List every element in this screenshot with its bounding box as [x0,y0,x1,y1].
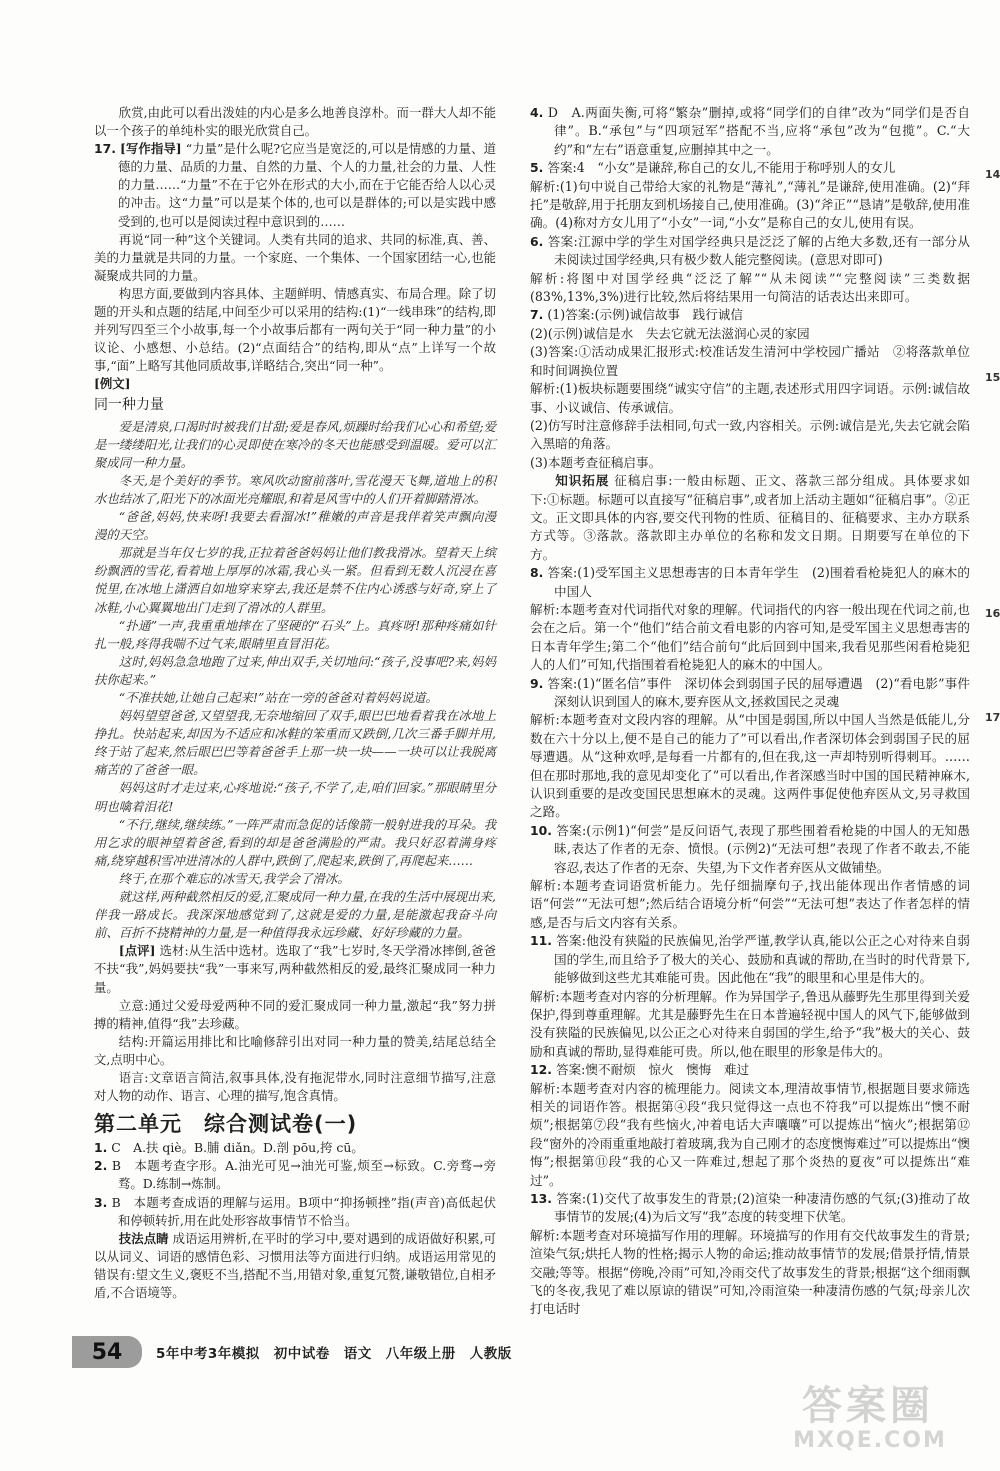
item-number: 6. [530,233,544,249]
paragraph: 解析:本题考查对环境描写作用的理解。环境描写的作用有交代故事发生的背景;渲染气氛;烘托人物的性格;揭示人物的命运;推动故事情节的发展;借景抒情,情景交融;等等。根据“傍晚,冷雨”可知,冷雨交代了故事发生的背景;根据“这个细雨飘飞的冬夜,我见了难以原谅的错误”可知,冷雨渲染一种凄清伤感的气氛;母亲儿次打电话时 [530,1227,970,1317]
paragraph: (2)仿写时注意修辞手法相同,句式一致,内容相关。示例:诚信是光,失去它就会陷入黑暗的角落。 [530,417,970,452]
item-text: 答案:(1)“匿名信”事件 深切体会到弱国子民的屈辱遭遇 (2)“看电影”事件 深刻认识到国人的麻木,要弃医从文,拯救国民之灵魂 [547,675,983,709]
essay-title: 同一种力量 [94,396,164,413]
paragraph: 再说“同一种”这个关键词。人类有共同的追求、共同的标准,真、善、美的力量就是共同的力量。一个家庭、一个集体、一个国家团结一心,也能凝聚成共同的力量。 [94,231,496,283]
tip-paragraph [530,472,970,564]
item-number: 17. [94,141,116,157]
essay-paragraph: 妈妈望望爸爸,又望望我,无奈地缩回了双手,眼巴巴地看着我在冰地上挣扎。快站起来,却因为不适应和冰鞋的笨重而又跌倒,几次三番手脚并用,终于站了起来,然后眼巴巴等着爸爸手上那一块一块——一块可以让我脱离痛苦的了爸爸一眼。 [94,708,496,778]
item-text: (1)答案:(示例)诚信故事 践行诚信 [547,307,743,323]
paragraph: 解析:本题考查对代词指代对象的理解。代词指代的内容一般出现在代词之前,也会在之后。第一个“他们”结合前文看电影的内容可知,是受军国主义思想毒害的日本青年学生;第二个“他们”结合前句“此后回到中国来,我看见那些闲看枪毙犯人的人们”可知,代指围着看枪毙犯人的麻木的中国人。 [530,601,970,673]
section-tag: [例文] [94,376,131,392]
answer-item [530,1061,970,1079]
watermark [764,1378,974,1458]
answer-item [94,1139,496,1157]
right-column [530,104,983,1319]
essay-paragraph: 就这样,两种截然相反的爱,汇聚成同一种力量,在我的生活中展现出来,伴我一路成长。我深深地感觉到了,这就是爱的力量,是能激起我奋斗向前、百折不挠精神的力量,是一种值得我永远珍藏、好好珍藏的力量。 [94,889,496,941]
essay-paragraph: 这时,妈妈急急地跑了过来,伸出双手,关切地问:“孩子,没事吧?来,妈妈扶你起来。” [94,653,496,687]
paragraph: 构思方面,要做到内容具体、主题鲜明、情感真实、布局合理。除了切题的开头和点题的结尾,中间至少可以采用的结构:(1)“一线串珠”的结构,即并列写四至三个小故事,每一个小故事后都有一两句关于“同一种力量”的小议论、小感想、小总结。(2)“点面结合”的结构,即从“点”上详写一个故事,“面”上略写其他同质故事,详略结合,突出“同一种”。 [94,285,496,374]
answer-item [530,675,983,712]
answer-item [530,822,970,877]
essay-paragraph: “不行,继续,继续练。”一阵严肃而急促的话像箭一般射进我的耳朵。我用乞求的眼神望着爸爸,看到的却是爸爸满脸的严肃。我只好忍着满身疼痛,绕穿越积雪冲进清冰的人群中,跌倒了,爬起来,跌倒了,再爬起来…… [94,816,496,868]
essay-paragraph: 冬天,是个美好的季节。寒风吹动窗前落叶,雪花漫天飞舞,道地上的积水也结冰了,阳光下的冰面光亮耀眼,和着是风雪中的人们开着脚踏滑冰。 [94,472,496,506]
tip-paragraph [94,1230,496,1302]
essay-paragraph: 爱是清泉,口渴时时被我们甘甜;爱是春风,烦躁时给我们心心和希望;爱是一缕缕阳光,让我们的心灵即使在寒冷的冬天也能感受到温暖。爱可以汇聚成同一种力量。 [94,418,496,470]
item-text: 答案:(示例1)“何尝”是反问语气,表现了那些围着看枪毙的中国人的无知愚昧,表达了作者的无奈、愤恨。(示例2)“无法可想”表现了作者不敢去,不能容忍,表达了作者的无奈、失望,为下文作者弃医从文做铺垫。 [554,822,970,875]
item-text: 成语运用辨析,在平时的学习中,要对遇到的成语做好积累,可以从词义、词语的感情色彩、习惯用法等方面进行归纳。成语运用常见的错误有:望文生义,褒贬不当,搭配不当,用错对象,重复冗赘,谦敬错位,自相矛盾,不合语境等。 [94,1230,496,1300]
paragraph: 解析:(1)句中说自己带给大家的礼物是“薄礼”,“薄礼”是谦辞,使用准确。(2)“拜托”是敬辞,用于托朋友到机场接自己,使用准确。(3)“斧正”“恳请”是敬辞,使用准确。(4)称对方女儿用了“小女”一词,“小女”是称自己的女儿,使用有误。 [530,178,970,231]
essay-paragraph: “扑通”一声,我重重地摔在了坚硬的“石头”上。真疼呀!那种疼痛如针扎一般,疼得我喘不过气来,眼睛里直冒泪花。 [94,617,496,651]
comment-paragraph [94,942,496,996]
answer-item [530,233,970,270]
inline-tag: 知识拓展 [555,473,610,489]
item-number: 10. [530,822,552,838]
item-number: 12. [530,1062,552,1078]
paragraph: 解析:本题考查对内容的梳理能力。阅读文本,理清故事情节,根据题目要求筛选相关的词语作答。根据第④段“我只觉得这一点也不符我”可以提炼出“懊不耐烦”;根据第⑦段“我有些恼火,冲着电话大声嚷嚷”可以提炼出“恼火”;根据第⑫段“窗外的冷雨重重地敲打着玻璃,我为自己刚才的态度懊悔难过”可以提炼出“懊悔”;根据第⑪段“我的心又一阵难过,想起了那个炎热的夏夜”可以提炼出“难过”。 [530,1080,970,1188]
essay-paragraph: 妈妈这时才走过来,心疼地说:“孩子,不学了,走,咱们回家。”那眼睛里分明也噙着泪花! [94,780,496,814]
edge-number: 15 [985,371,1000,384]
paragraph: 结构:开篇运用排比和比喻修辞引出对同一种力量的赞美,结尾总结全文,点明中心。 [94,1033,496,1067]
item-number: 9. [530,675,544,691]
answer-item [530,1190,970,1227]
answer-item [94,1194,496,1230]
edge-number: 17 [985,711,1000,724]
watermark-url: MXQE.COM [793,1428,947,1453]
answer-item [530,159,970,177]
essay-paragraph: 那就是当年仅七岁的我,正拉着爸爸妈妈让他们教我滑冰。望着天上缤纷飘洒的雪花,看着地上厚厚的冰霜,我心头一紧。但看到无数人沉浸在喜悦里,在冰地上潇洒自如地穿来穿去,我还是禁不住内心诱惑与好奇,穿上了冰鞋,小心翼翼地出门走到了滑冰的人群里。 [94,545,496,615]
item-text: “力量”是什么呢?它应当是宽泛的,可以是情感的力量、道德的力量、品质的力量、自然的力量、个人的力量,社会的力量、人性的力量……“力量”不在于它外在形式的大小,而在于它能否给人以心灵的冲击。这“力量”可以是某个体的,也可以是群体的;可以是实践中感受到的,也可以是阅读过程中意识到的…… [118,141,496,229]
item-text: 答案:江源中学的学生对国学经典只是泛泛了解的占绝大多数,还有一部分从未阅读过国学经典,只有极少数人能完整阅读。(意思对即可) [547,233,970,268]
item-number: 7. [530,307,544,323]
essay-paragraph: “爸爸,妈妈,快来呀!我要去看溜冰!”稚嫩的声音是我伴着笑声飘向漫漫的天空。 [94,509,496,543]
left-column [94,104,496,1302]
page-footer [72,1335,552,1369]
unit-heading: 第二单元 综合测试卷(一) [94,1112,358,1137]
item-text: 答案:(1)交代了故事发生的背景;(2)渲染一种凄清伤感的气氛;(3)推动了故事情节的发展;(4)为后文写“我”态度的转变埋下伏笔。 [554,1190,970,1225]
paragraph: 解析:本题考查对文段内容的理解。从“中国是弱国,所以中国人当然是低能儿,分数在六十分以上,便不是自己的能力了”可以看出,作者深切体会到弱国子民的屈辱遭遇。从“这种欢呼,是每看一片都有的,但在我,这一声却特别听得刺耳。……但在那时那地,我的意见却变化了”可以看出,作者深感当时中国的国民精神麻木,认识到重要的是改变国民思想麻木的灵魂。这两件事促使他弃医从文,另寻救国之路。 [530,712,970,820]
inline-tag: 技法点睛 [118,1230,169,1246]
item-number: 1. [94,1140,108,1156]
essay-paragraph: “不准扶她,让她自己起来!”站在一旁的爸爸对着妈妈说道。 [118,690,438,705]
item-text: 答案:懊不耐烦 惊火 懊悔 难过 [555,1062,750,1078]
item-text: B 本题考查字形。A.油光可见→油光可鉴,烦至→标致。C.旁骛→旁骛。D.练制→炼制。 [111,1158,496,1192]
item-text: 选材:从生活中选材。选取了“我”七岁时,冬天学滑冰摔倒,爸爸不扶“我”,妈妈要扶“我”一事来写,两种截然相反的爱,最终汇聚成同一种力量。 [94,943,496,995]
paragraph: 语言:文章语言简洁,叙事具体,没有拖泥带水,同时注意细节描写,注意对人物的动作、语言、心理的描写,饱含真情。 [94,1069,496,1104]
answer-item [530,932,970,987]
inline-tag: [写作指导] [119,141,182,157]
paragraph: 欣赏,由此可以看出泼娃的内心是多么地善良淳朴。而一群大人却不能以一个孩子的单纯朴实的眼光欣赏自己。 [94,105,496,139]
paragraph: 解析:本题考查词语赏析能力。先仔细揣摩句子,找出能体现出作者情感的词语“何尝”“无法可想”;然后结合语境分析“何尝”“无法可想”表达了作者怎样的情感,是否与后文内容有关系。 [530,878,970,930]
answer-item [94,1157,496,1193]
item-number: 11. [530,933,552,949]
item-text: D A.两面失衡,可将“繁杂”删掉,或将“同学们的自律”改为“同学们是否自律”。B.“承包”与“四项冠军”搭配不当,应将“承包”改为“包揽”。C.“大约”和“左右”语意重复,应删掉其中之一。 [547,105,970,157]
paragraph: (3)答案:①活动成果汇报形式:校准话发生清河中学校园广播站 ②将落款单位和时间调换位置 [530,344,970,378]
answer-item [94,140,496,230]
paragraph: 解析:将图中对国学经典“泛泛了解”“从未阅读”“完整阅读”三类数据(83%,13%,3%)进行比较,然后将结果用一句简洁的话表达出来即可。 [530,270,970,305]
item-text: 答案:他没有狭隘的民族偏见,治学严谨,教学认真,能以公正之心对待来自弱国的学生,而且给予了极大的关心、鼓励和真诚的帮助,在当时的时代背景下,能够做到这些尤其难能可贵。因此他在“我”的眼里和心里是伟大的。 [554,933,970,986]
edge-number: 14 [985,168,1000,181]
paragraph: 解析:本题考查对内容的分析理解。作为异国学子,鲁迅从藤野先生那里得到关爱保护,得到尊重理解。尤其是藤野先生在日本普遍轻视中国人的风气下,能够做到没有狭隘的民族偏见,以公正之心对待来自弱国的学生,给予“我”极大的关心、鼓励和真诚的帮助,显得难能可贵。所以,他在眼里的形象是伟大的。 [530,988,970,1059]
edge-number: 16 [985,607,1000,620]
essay-paragraph: 终于,在那个难忘的冰雪天,我学会了滑冰。 [118,870,350,886]
item-number: 8. [530,565,544,581]
paragraph: (2)(示例)诚信是水 失去它就无法滋润心灵的家园 [530,325,810,341]
book-title: 5年中考3年模拟 初中试卷 语文 八年级上册 人教版 [156,1346,512,1362]
item-number: 13. [530,1190,552,1206]
watermark-logo-text: 答案圈 [802,1382,934,1429]
item-text: 征稿启事:一般由标题、正文、落款三部分组成。具体要求如下:①标题。标题可以直接写“征稿启事”,或者加上活动主题如“征稿启事”。②正文。正文即具体的内容,要交代刊物的性质、征稿目的、征稿要求、主办方联系方式等。③落款。落款即主办单位的名称和发文日期。日期要写在单位的下方。 [530,473,970,562]
item-number: 4. [530,105,544,120]
item-text: 答案:4 “小女”是谦辞,称自己的女儿,不能用于称呼别人的女儿 [547,160,896,176]
page-number: 54 [72,1336,142,1368]
item-text: C A.扶 qiè。B.脯 diǎn。D.剖 pōu,挎 cū。 [111,1140,364,1156]
paragraph: 解析:(1)板块标题要围绕“诚实守信”的主题,表述形式用四字词语。示例:诚信故事、小议诚信、传承诚信。 [530,381,970,415]
answer-item [530,564,970,601]
answer-item [530,306,970,324]
paragraph: (3)本题考查征稿启事。 [530,454,662,470]
item-number: 3. [94,1194,108,1210]
item-text: 答案:(1)受军国主义思想毒害的日本青年学生 (2)围着看枪毙犯人的麻木的中国人 [547,565,971,599]
item-number: 5. [530,160,544,176]
answer-item [530,104,970,159]
paragraph: 立意:通过父爱母爱两种不同的爱汇聚成同一种力量,激起“我”努力拼搏的精神,值得“我”去珍藏。 [94,997,496,1031]
inline-tag: [点评] [118,943,156,959]
item-number: 2. [94,1158,108,1174]
item-text: B 本题考查成语的理解与运用。B项中“抑扬顿挫”指(声音)高低起伏和停顿转折,用在此处形容故事情节不恰当。 [111,1194,496,1228]
